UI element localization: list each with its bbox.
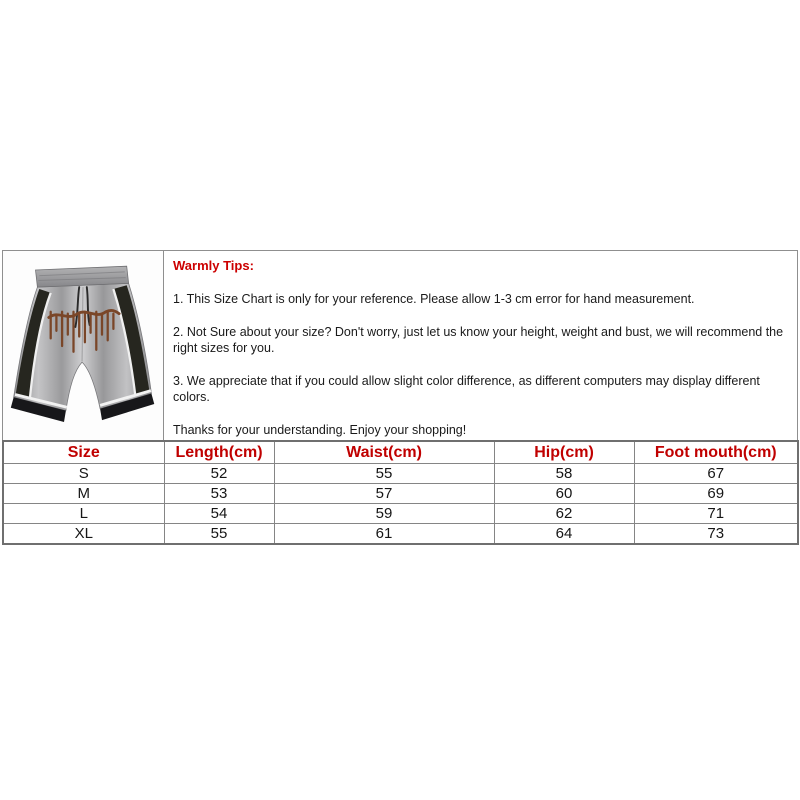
cell-size: M [3,484,164,504]
cell-foot-mouth: 67 [634,464,798,484]
shorts-photo [7,253,159,439]
tip-1: 1. This Size Chart is only for your reference. Please allow 1-3 cm error for hand measurement. [173,292,695,306]
cell-length: 54 [164,504,274,524]
cell-hip: 58 [494,464,634,484]
cell-foot-mouth: 71 [634,504,798,524]
tip-3: 3. We appreciate that if you could allow slight color difference, as different computers may display different colors. [173,374,760,404]
cell-foot-mouth: 73 [634,524,798,545]
col-header-waist: Waist(cm) [274,441,494,464]
cell-waist: 57 [274,484,494,504]
cell-length: 53 [164,484,274,504]
cell-waist: 61 [274,524,494,545]
cell-hip: 60 [494,484,634,504]
product-image-box [3,251,164,440]
tips-title: Warmly Tips: [173,258,254,273]
col-header-hip: Hip(cm) [494,441,634,464]
cell-hip: 64 [494,524,634,545]
cell-length: 55 [164,524,274,545]
tips-closing: Thanks for your understanding. Enjoy your shopping! [173,423,467,437]
table-row-xl [3,524,798,545]
cell-size: L [3,504,164,524]
waistband [36,266,129,287]
info-panel [2,250,798,441]
cell-waist: 55 [274,464,494,484]
cell-size: XL [3,524,164,545]
cell-length: 52 [164,464,274,484]
col-header-size: Size [3,441,164,464]
tips-panel [164,251,797,440]
table-row-m [3,484,798,504]
cell-hip: 62 [494,504,634,524]
table-header-row [3,441,798,464]
col-header-length: Length(cm) [164,441,274,464]
cell-foot-mouth: 69 [634,484,798,504]
size-table [2,440,799,545]
col-header-foot-mouth: Foot mouth(cm) [634,441,798,464]
tip-2: 2. Not Sure about your size? Don't worry, just let us know your height, weight and bust, we will recommend the right sizes for you. [173,325,784,355]
cell-size: S [3,464,164,484]
table-row-s [3,464,798,484]
cell-waist: 59 [274,504,494,524]
table-row-l [3,504,798,524]
